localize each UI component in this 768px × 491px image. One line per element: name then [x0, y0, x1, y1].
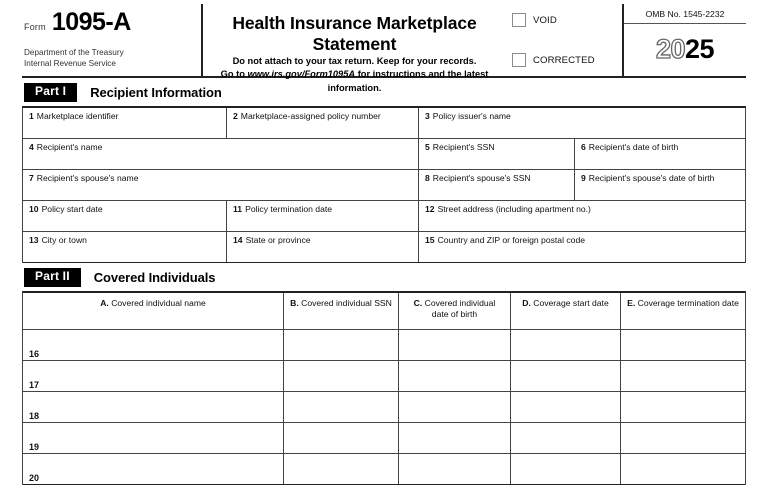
goto-suffix: for instructions and the latest information. [327, 69, 489, 93]
form-1095a [22, 4, 746, 485]
status-checkbox-group [506, 4, 624, 76]
field-label-5 [425, 142, 570, 152]
cell-name[interactable] [23, 330, 284, 360]
field-box-2[interactable] [227, 108, 419, 138]
field-box-13[interactable] [23, 232, 227, 262]
field-number-2: 2 [233, 110, 238, 121]
field-number-14: 14 [233, 234, 243, 245]
field-label-1 [29, 111, 222, 121]
part-2-banner [22, 263, 746, 291]
table-header-row [23, 293, 745, 330]
field-label-15 [425, 235, 741, 245]
part-1-row-5 [23, 232, 745, 263]
cell-coverage-start[interactable] [511, 454, 621, 484]
tax-year [624, 24, 746, 76]
row-number: 17 [29, 379, 40, 390]
omb-block [624, 4, 746, 76]
part-1-row-4 [23, 201, 745, 232]
table-row [23, 423, 745, 454]
void-label: VOID [533, 14, 557, 26]
field-box-14[interactable] [227, 232, 419, 262]
column-letter-a: A. [100, 297, 109, 308]
cell-coverage-start[interactable] [511, 423, 621, 453]
column-letter-c: C. [413, 297, 423, 308]
irs-url-link[interactable]: www.irs.gov/Form1095A [247, 69, 356, 80]
field-text-12: Street address (including apartment no.) [437, 203, 591, 214]
field-box-7[interactable] [23, 170, 419, 200]
part-1-title: Recipient Information [90, 84, 222, 100]
field-box-6[interactable] [575, 139, 745, 169]
field-text-2: Marketplace-assigned policy number [240, 110, 381, 121]
table-row [23, 361, 745, 392]
column-label-c: Covered individual [424, 297, 496, 308]
column-label-c-line2: date of birth [431, 308, 478, 319]
field-label-14 [233, 235, 414, 245]
corrected-checkbox[interactable] [512, 53, 526, 67]
column-header-b [284, 293, 399, 329]
form-number: 1095-A [51, 8, 131, 36]
field-number-11: 11 [233, 203, 243, 214]
column-label-b: Covered individual SSN [301, 297, 392, 308]
column-letter-d: D. [522, 297, 531, 308]
cell-coverage-end[interactable] [621, 392, 745, 422]
field-number-8: 8 [425, 172, 430, 183]
field-text-7: Recipient's spouse's name [36, 172, 139, 183]
field-label-8 [425, 173, 570, 183]
cell-coverage-end[interactable] [621, 423, 745, 453]
field-label-11 [233, 204, 414, 214]
void-checkbox-row[interactable] [512, 13, 622, 27]
cell-coverage-start[interactable] [511, 361, 621, 391]
field-label-6 [581, 142, 741, 152]
cell-ssn[interactable] [284, 330, 399, 360]
tax-year-century: 20 [655, 33, 685, 64]
column-header-e [621, 293, 745, 329]
field-text-15: Country and ZIP or foreign postal code [437, 234, 586, 245]
field-text-4: Recipient's name [36, 141, 103, 152]
cell-coverage-end[interactable] [621, 454, 745, 484]
cell-ssn[interactable] [284, 454, 399, 484]
cell-coverage-start[interactable] [511, 392, 621, 422]
cell-ssn[interactable] [284, 392, 399, 422]
field-box-10[interactable] [23, 201, 227, 231]
cell-dob[interactable] [399, 454, 511, 484]
field-number-5: 5 [425, 141, 430, 152]
field-number-15: 15 [425, 234, 435, 245]
field-box-4[interactable] [23, 139, 419, 169]
column-label-a: Covered individual name [111, 297, 206, 308]
field-number-13: 13 [29, 234, 39, 245]
field-number-3: 3 [425, 110, 430, 121]
field-number-12: 12 [425, 203, 435, 214]
field-box-1[interactable] [23, 108, 227, 138]
row-number: 18 [29, 410, 40, 421]
omb-number: OMB No. 1545-2232 [624, 4, 746, 24]
department-line-1: Department of the Treasury [24, 47, 124, 57]
cell-name[interactable] [23, 361, 284, 391]
form-instructions [209, 55, 500, 98]
field-text-6: Recipient's date of birth [588, 141, 679, 152]
instruction-line-1: Do not attach to your tax return. Keep for your records. [232, 56, 477, 66]
cell-coverage-end[interactable] [621, 330, 745, 360]
cell-name[interactable] [23, 454, 284, 484]
cell-name[interactable] [23, 392, 284, 422]
field-label-3 [425, 111, 741, 121]
field-number-1: 1 [29, 110, 34, 121]
corrected-label: CORRECTED [533, 54, 595, 66]
field-text-8: Recipient's spouse's SSN [432, 172, 531, 183]
row-number: 16 [29, 348, 40, 359]
cell-name[interactable] [23, 423, 284, 453]
cell-ssn[interactable] [284, 423, 399, 453]
field-box-11[interactable] [227, 201, 419, 231]
field-label-9 [581, 173, 741, 183]
part-1-row-2 [23, 139, 745, 170]
field-text-13: City or town [41, 234, 87, 245]
form-number-line [24, 8, 193, 35]
instruction-line-2 [209, 68, 500, 95]
part-1-tag: Part I [24, 83, 77, 102]
field-text-14: State or province [245, 234, 311, 245]
form-word-label: Form [24, 22, 46, 32]
field-number-7: 7 [29, 172, 34, 183]
field-text-11: Policy termination date [245, 203, 333, 214]
cell-dob[interactable] [399, 423, 511, 453]
cell-coverage-end[interactable] [621, 361, 745, 391]
field-text-5: Recipient's SSN [432, 141, 495, 152]
table-row [23, 330, 745, 361]
part-1-row-3 [23, 170, 745, 201]
cell-dob[interactable] [399, 361, 511, 391]
field-number-4: 4 [29, 141, 34, 152]
cell-coverage-start[interactable] [511, 330, 621, 360]
field-text-3: Policy issuer's name [432, 110, 511, 121]
column-header-a [23, 293, 284, 329]
field-box-5[interactable] [419, 139, 575, 169]
part-1-row-1 [23, 108, 745, 139]
part-1-grid [22, 106, 746, 263]
row-number: 19 [29, 441, 40, 452]
field-box-9[interactable] [575, 170, 745, 200]
cell-dob[interactable] [399, 330, 511, 360]
field-text-1: Marketplace identifier [36, 110, 119, 121]
column-letter-e: E. [627, 297, 636, 308]
field-label-10 [29, 204, 222, 214]
column-letter-b: B. [290, 297, 299, 308]
part-2-tag: Part II [24, 268, 81, 287]
field-label-2 [233, 111, 414, 121]
field-box-15[interactable] [419, 232, 745, 262]
table-row [23, 454, 745, 485]
field-box-12[interactable] [419, 201, 745, 231]
column-header-c [399, 293, 511, 329]
cell-dob[interactable] [399, 392, 511, 422]
corrected-checkbox-row[interactable] [512, 53, 622, 67]
page-title: Health Insurance Marketplace Statement [232, 13, 477, 54]
field-text-9: Recipient's spouse's date of birth [588, 172, 715, 183]
department-block [24, 47, 193, 73]
form-identity-block [22, 4, 203, 76]
covered-individuals-table [22, 291, 746, 485]
field-number-6: 6 [581, 141, 586, 152]
form-title-block [203, 4, 506, 93]
table-row [23, 392, 745, 423]
column-header-d [511, 293, 621, 329]
field-number-9: 9 [581, 172, 586, 183]
column-label-d: Coverage start date [533, 297, 609, 308]
field-label-4 [29, 142, 414, 152]
field-box-3[interactable] [419, 108, 745, 138]
field-number-10: 10 [29, 203, 39, 214]
part-2-title: Covered Individuals [93, 269, 216, 285]
field-label-12 [425, 204, 741, 214]
department-line-2: Internal Revenue Service [24, 58, 116, 68]
field-text-10: Policy start date [41, 203, 103, 214]
field-label-13 [29, 235, 222, 245]
tax-year-digits: 25 [685, 33, 715, 64]
field-label-7 [29, 173, 414, 183]
cell-ssn[interactable] [284, 361, 399, 391]
void-checkbox[interactable] [512, 13, 526, 27]
row-number: 20 [29, 472, 40, 483]
field-box-8[interactable] [419, 170, 575, 200]
column-label-e: Coverage termination date [637, 297, 739, 308]
goto-prefix: Go to [220, 69, 248, 80]
